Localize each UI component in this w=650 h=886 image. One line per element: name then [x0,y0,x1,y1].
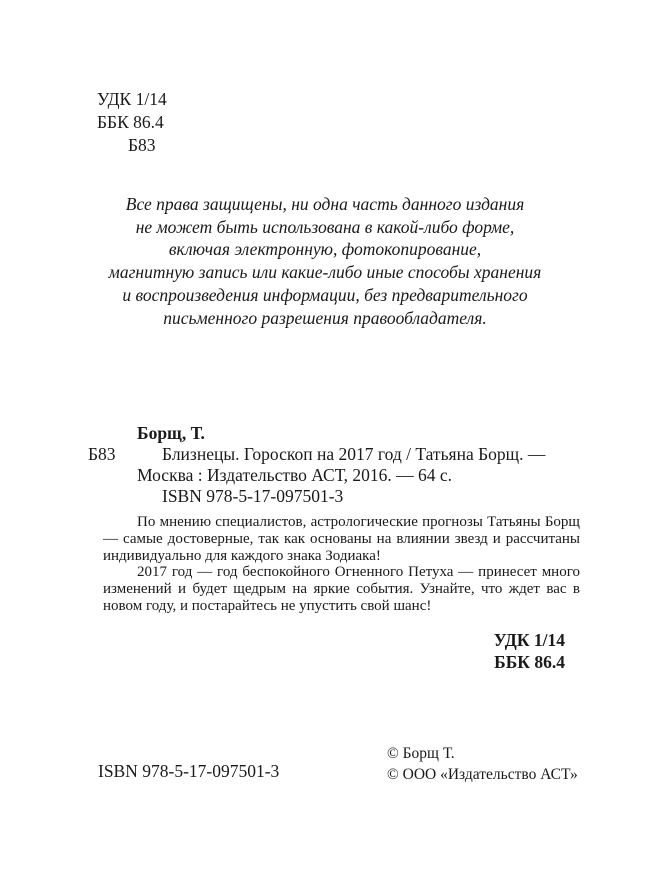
biblio-publisher-line: Москва : Издательство АСТ, 2016. — 64 с. [137,465,453,485]
biblio-isbn: ISBN 978-5-17-097501-3 [162,486,344,506]
copyright-author-line: © Борщ Т. [387,745,455,762]
udk-line: УДК 1/14 [97,89,167,109]
annotation-paragraph-1: По мнению специалистов, астрологические прогнозы Татьяны Борщ — самые достоверные, так как основаны на влиянии звезд и рассчитаны индивидуально для каждого знака Зодиака! [103,514,580,564]
bbk-line-bottom: ББК 86.4 [494,652,565,672]
biblio-code: Б83 [88,444,116,464]
udk-bbk-block-bottom [494,629,565,673]
author-sign-code: Б83 [128,135,156,155]
rights-notice-line: включая электронную, фотокопирование, [168,239,482,260]
copyright-publisher-line: © ООО «Издательство АСТ» [387,766,578,783]
annotation-block [103,514,580,615]
udk-line-bottom: УДК 1/14 [493,630,565,650]
footer-isbn: ISBN 978-5-17-097501-3 [98,761,280,781]
annotation-paragraph-2: 2017 год — год беспокойного Огненного Петуха — принесет много изменений и будет щедрым на яркие события. Узнайте, что ждет вас в новом году, и постарайтесь не упустить свой шанс! [103,564,580,614]
bibliographic-record [88,423,588,507]
rights-notice-line: Все права защищены, ни одна часть данного издания [125,194,525,214]
rights-notice-line: и воспроизведения информации, без предварительного [122,284,528,305]
biblio-title-line: Близнецы. Гороскоп на 2017 год / Татьяна Борщ. — [162,444,546,464]
rights-notice-line: магнитную запись или какие-либо иные способы хранения [108,262,542,283]
copyright-block [387,743,578,785]
rights-notice-line: не может быть использована в какой-либо форме, [135,216,515,237]
rights-notice-line: письменного разрешения правообладателя. [163,307,487,328]
bbk-line: ББК 86.4 [97,112,164,132]
biblio-title-row [88,444,588,465]
udk-bbk-block-top [97,88,167,157]
biblio-author: Борщ, Т. [137,423,205,443]
rights-notice [0,193,650,329]
